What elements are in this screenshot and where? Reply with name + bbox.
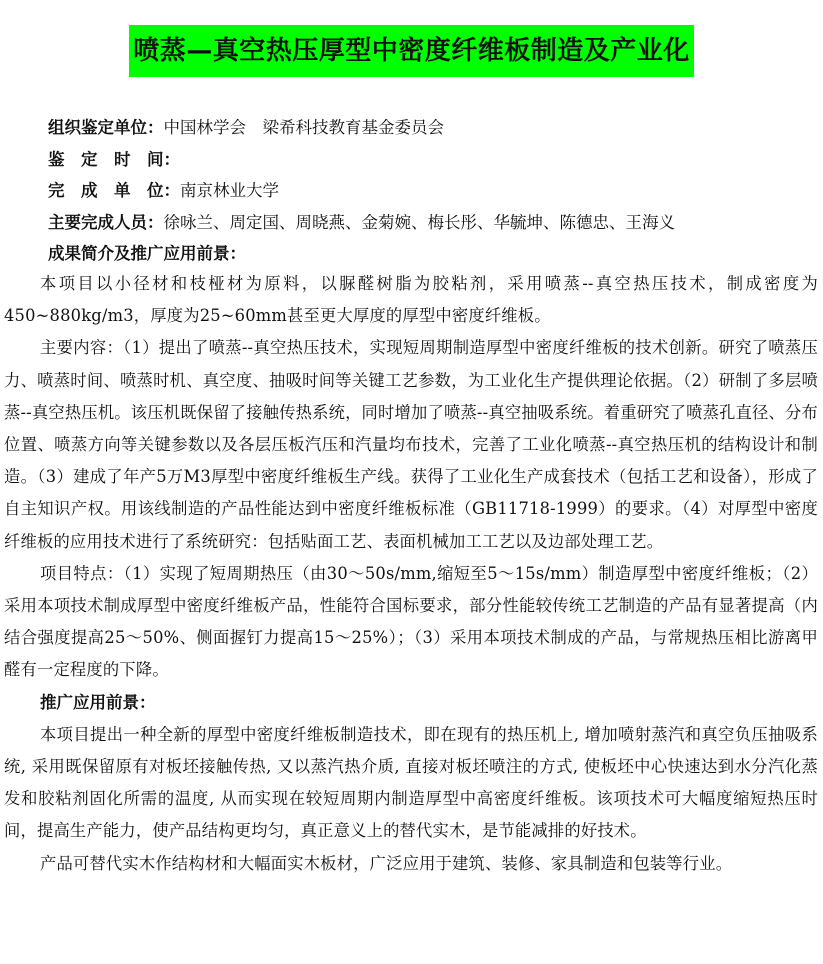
meta-date-label: 鉴 定 时 间： [48,149,180,169]
document-title: 喷蒸—真空热压厚型中密度纤维板制造及产业化 [129,25,694,77]
meta-unit-value: 南京林业大学 [180,181,279,200]
meta-date-row [48,144,818,176]
meta-unit-label: 完 成 单 位： [48,181,180,200]
paragraph-applications: 产品可替代实木作结构材和大幅面实木板材，广泛应用于建筑、装修、家具制造和包装等行业。 [40,853,733,873]
document-body [4,268,818,880]
meta-org-label: 组织鉴定单位： [48,118,164,137]
meta-block [48,112,818,270]
meta-unit-row [48,175,818,207]
meta-people-row [48,207,818,239]
meta-people-value: 徐咏兰、周定国、周晓燕、金菊婉、梅长彤、华毓坤、陈德忠、王海义 [163,212,675,232]
meta-org-value: 中国林学会 梁希科技教育基金委员会 [163,118,444,137]
summary-heading-row [48,238,818,270]
paragraph-features: 项目特点：（1）实现了短周期热压（由30～50s/mm,缩短至5～15s/mm）制造厚型中密度纤维板；（2）采用本项技术制成厚型中密度纤维板产品，性能符合国标要求，部分性能较传统工艺制造的产品有显著提高（内结合强度提高25～50%、侧面握钉力提高15～25%）；（3）采用本项技术制成的产品，与常规热压相比游离甲醛有一定程度的下降。 [4,563,818,680]
paragraph-intro: 本项目以小径材和枝桠材为原料，以脲醛树脂为胶粘剂，采用喷蒸--真空热压技术，制成密度为450~880kg/m3，厚度为25~60mm甚至更大厚度的厚型中密度纤维板。 [4,274,818,326]
title-block [0,25,823,77]
promotion-heading: 推广应用前景： [40,692,156,712]
meta-people-label: 主要完成人员： [48,212,164,232]
paragraph-main-content: 主要内容：（1）提出了喷蒸--真空热压技术，实现短周期制造厚型中密度纤维板的技术创新。研究了喷蒸压力、喷蒸时间、喷蒸时机、真空度、抽吸时间等关键工艺参数，为工业化生产提供理论依据。（2）研制了多层喷蒸--真空热压机。该压机既保留了接触传热系统，同时增加了喷蒸--真空抽吸系统。着重研究了喷蒸孔直径、分布位置、喷蒸方向等关键参数以及各层压板汽压和汽量均布技术，完善了工业化喷蒸--真空热压机的结构设计和制造。（3）建成了年产5万M3厚型中密度纤维板生产线。获得了工业化生产成套技术（包括工艺和设备），形成了自主知识产权。用该线制造的产品性能达到中密度纤维板标准（GB11718-1999）的要求。（4）对厚型中密度纤维板的应用技术进行了系统研究：包括贴面工艺、表面机械加工工艺以及边部处理工艺。 [4,338,818,551]
meta-org-row [48,112,818,144]
summary-heading: 成果简介及推广应用前景： [48,244,246,263]
paragraph-promotion: 本项目提出一种全新的厚型中密度纤维板制造技术，即在现有的热压机上, 增加喷射蒸汽和真空负压抽吸系统, 采用既保留原有对板坯接触传热, 又以蒸汽热介质, 直接对板坯喷注的方式, 使板坯中心快速达到水分汽化蒸发和胶粘剂固化所需的温度, 从而实现在较短周期内制造厚型中高密度纤维板。该项技术可大幅度缩短热压时间，提高生产能力，使产品结构更均匀，真正意义上的替代实木，是节能减排的好技术。 [4,724,818,841]
